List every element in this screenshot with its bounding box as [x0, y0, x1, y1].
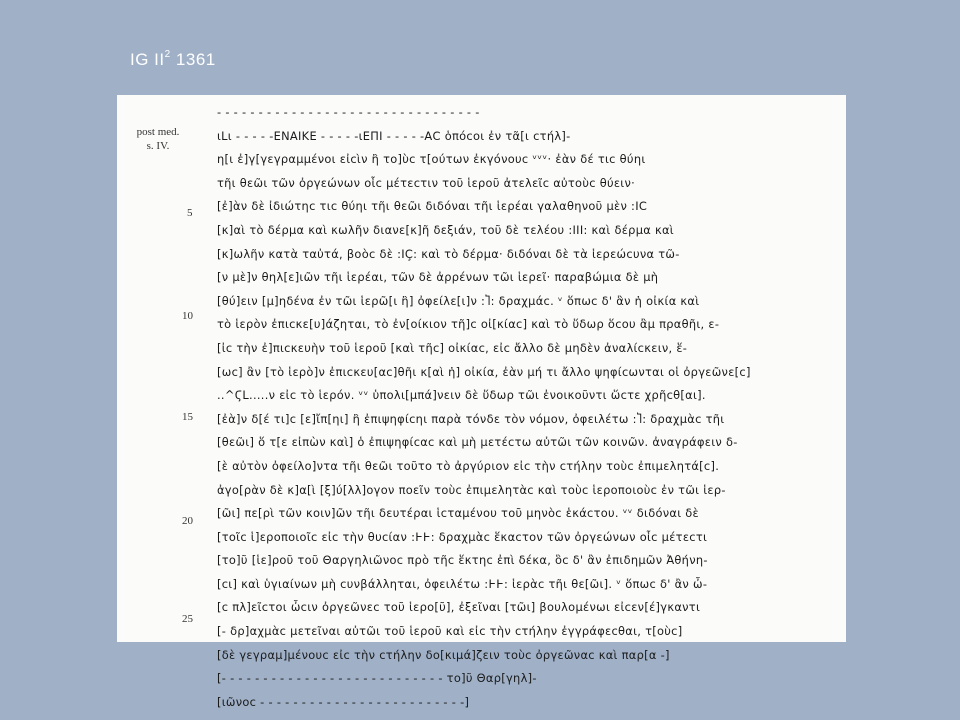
inscription-text	[217, 101, 816, 714]
inscription-line: [κ]ωλῆν κατὰ ταὐτά, βοὸc δὲ :ΙÇ: καὶ τὸ δέρμα· διδόναι δὲ τὰ ἱερεώcυνα τῶ-	[217, 246, 680, 261]
inscription-line: [ὲ αὐτὸν ὀφείλο]ντα τῆι θεῶι τοῦτο τὸ ἀργύριον εἰc τὴν cτήλην τοὺc ἐπιμελητά[c].	[217, 458, 720, 473]
inscription-line: [το]ῦ [ἱε]ροῦ τοῦ Θαργηλιῶνοc πρὸ τῆc ἕκτηc ἐπὶ δέκα, ὃc δ' ἂν ἐπιδημῶν Ἀθήνη-	[217, 553, 708, 568]
line-number: 20	[182, 515, 193, 527]
inscription-line: [θύ]ειν [μ]ηδένα ἐν τῶι ἱερῶ[ι ἢ] ὀφείλε[ι]ν :Ⴈ: δραχμάc. ᵛ ὅπωc δ' ἂν ἡ οἰκία καὶ	[217, 293, 700, 308]
line-number: 5	[187, 207, 193, 219]
inscription-line: [θεῶι] ὅ τ[ε εἰπὼν καὶ] ὁ ἐπιψηφίcαc καὶ μὴ μετέcτω αὐτῶι τῶν κοινῶν. ἀναγράφειν δ-	[217, 435, 738, 450]
inscription-line: [ωc] ἂν [τὸ ἱερὸ]ν ἐπιcκευ[αc]θῆι κ[αὶ ἡ] οἰκία, ἐὰν μή τι ἄλλο ψηφίcωνται οἱ ὀργεῶνε[c]	[217, 364, 751, 379]
inscription-line: [δὲ γεγραμ]μένουc εἰc τὴν cτήλην δο[κιμά]ζειν τοὺc ὀργεῶναc καὶ παρ[α -]	[217, 647, 670, 662]
inscription-scan	[117, 95, 846, 709]
inscription-line: ιLι - - - - -ΕΝΑΙΚΕ - - - - -ιΕΠΙ - - - - -ΑC ὁπόcοι ἐν τᾶ[ι cτήλ]-	[217, 128, 571, 143]
slide-title-main: IG II	[130, 50, 165, 69]
inscription-line: [ιῶνοc - - - - - - - - - - - - - - - - - - - - - - - - -]	[217, 694, 470, 709]
inscription-line: [ἐ]ὰν δὲ ἰδιώτηc τιc θύηι τῆι θεῶι διδόναι τῆι ἱερέαι γαλαθηνοῦ μὲν :ΙC	[217, 199, 648, 214]
inscription-line: [c πλ]εῖcτοι ὦcιν ὀργεῶνεc τοῦ ἱερο[ῦ], ἐξεῖναι [τῶι] βουλομένωι εἰcεν[έ]γκαντι	[217, 600, 701, 615]
slide-title-superscript: 2	[164, 49, 171, 61]
inscription-line: η[ι ἐ]γ[γεγραμμένοι εἰcὶν ἢ το]ὺc τ[ούτων ἐκγόνουc ᵛᵛᵛ· ἐὰν δέ τιc θύηι	[217, 152, 646, 167]
slide-title	[130, 50, 216, 70]
inscription-line: τὸ ἱερὸν ἐπιcκε[υ]άζηται, τὸ ἐν[οίκιον τῆ]c οἰ[κίαc] καὶ τὸ ὕδωρ ὅcου ἂμ πραθῆι, ε-	[217, 317, 720, 332]
inscription-line: [ν μὲ]ν θηλ[ε]ιῶν τῆι ἱερέαι, τῶν δὲ ἀρρένων τῶι ἱερεῖ· παραβώμια δὲ μὴ	[217, 270, 659, 285]
line-number: 15	[182, 411, 193, 423]
inscription-line: [ῶι] πε[ρὶ τῶν κοιν]ῶν τῆι δευτέραι ἱcταμένου τοῦ μηνὸc ἑκάcτου. ᵛᵛ διδόναι δὲ	[217, 506, 700, 521]
inscription-line: [τοῖc ἱ]εροποιοῖc εἰc τὴν θυcίαν :ⱵⱵ: δραχμὰc ἕκαcτον τῶν ὀργεώνων οἷc μέτεcτι	[217, 529, 708, 544]
slide-title-number: 1361	[175, 50, 216, 69]
inscription-line: - - - - - - - - - - - - - - - - - - - - - - - - - - - - - - - -	[217, 105, 480, 119]
inscription-line: [cι] καὶ ὑγιαίνων μὴ cυνβάλληται, ὀφειλέτω :ⱵⱵ: ἱερὰc τῆι θε[ῶι]. ᵛ ὅπωc δ' ἂν ὦ-	[217, 576, 708, 591]
line-number: 25	[182, 613, 193, 625]
line-number: 10	[182, 310, 193, 322]
date-margin-note	[123, 125, 193, 153]
inscription-line: ἀγο[ρὰν δὲ κ]α[ὶ [ξ]ύ[λλ]ογον ποεῖν τοὺc ἐπιμελητὰc καὶ τοὺc ἱεροποιοὺc ἐν τῶι ἱερ-	[217, 482, 726, 497]
inscription-line: [ἐὰ]ν δ[έ τι]c [ε]ἴπ[ηι] ἢ ἐπιψηφίcηι παρὰ τόνδε τὸν νόμον, ὀφειλέτω :Ⴈ: δραχμὰc τῆι	[217, 411, 725, 426]
inscription-line: [κ]αὶ τὸ δέρμα καὶ κωλῆν διανε[κ]ῆ δεξιάν, τοῦ δὲ τελέου :ΙΙΙ: καὶ δέρμα καὶ	[217, 222, 674, 237]
inscription-line: [- - - - - - - - - - - - - - - - - - - - - - - - - - - το]ῦ Θαρ[γηλ]-	[217, 671, 537, 686]
inscription-line: [ἰc τὴν ἐ]πιcκευὴν τοῦ ἱεροῦ [καὶ τῆc] οἰκίαc, εἰc ἄλλο δὲ μηδὲν ἀναλίcκειν, ἕ-	[217, 340, 688, 355]
inscription-line: [- δρ]αχμὰc μετεῖναι αὐτῶι τοῦ ἱεροῦ καὶ εἰc τὴν cτήλην ἐγγράφεcθαι, τ[οὺc]	[217, 624, 683, 639]
inscription-line: τῆι θεῶι τῶν ὀργεώνων οἷc μέτεcτιν τοῦ ἱεροῦ ἀτελεῖc αὐτοὺc θύειν·	[217, 175, 636, 190]
date-note-line: post med.	[136, 126, 180, 138]
date-note-line: s. IV.	[146, 140, 170, 152]
inscription-line: ..^ϚL.....ν εἰc τὸ ἱερόν. ᵛᵛ ὑπολι[μπά]νειν δὲ ὕδωρ τῶι ἐνοικοῦντι ὥcτε χρῆcθ[αι].	[217, 388, 706, 403]
